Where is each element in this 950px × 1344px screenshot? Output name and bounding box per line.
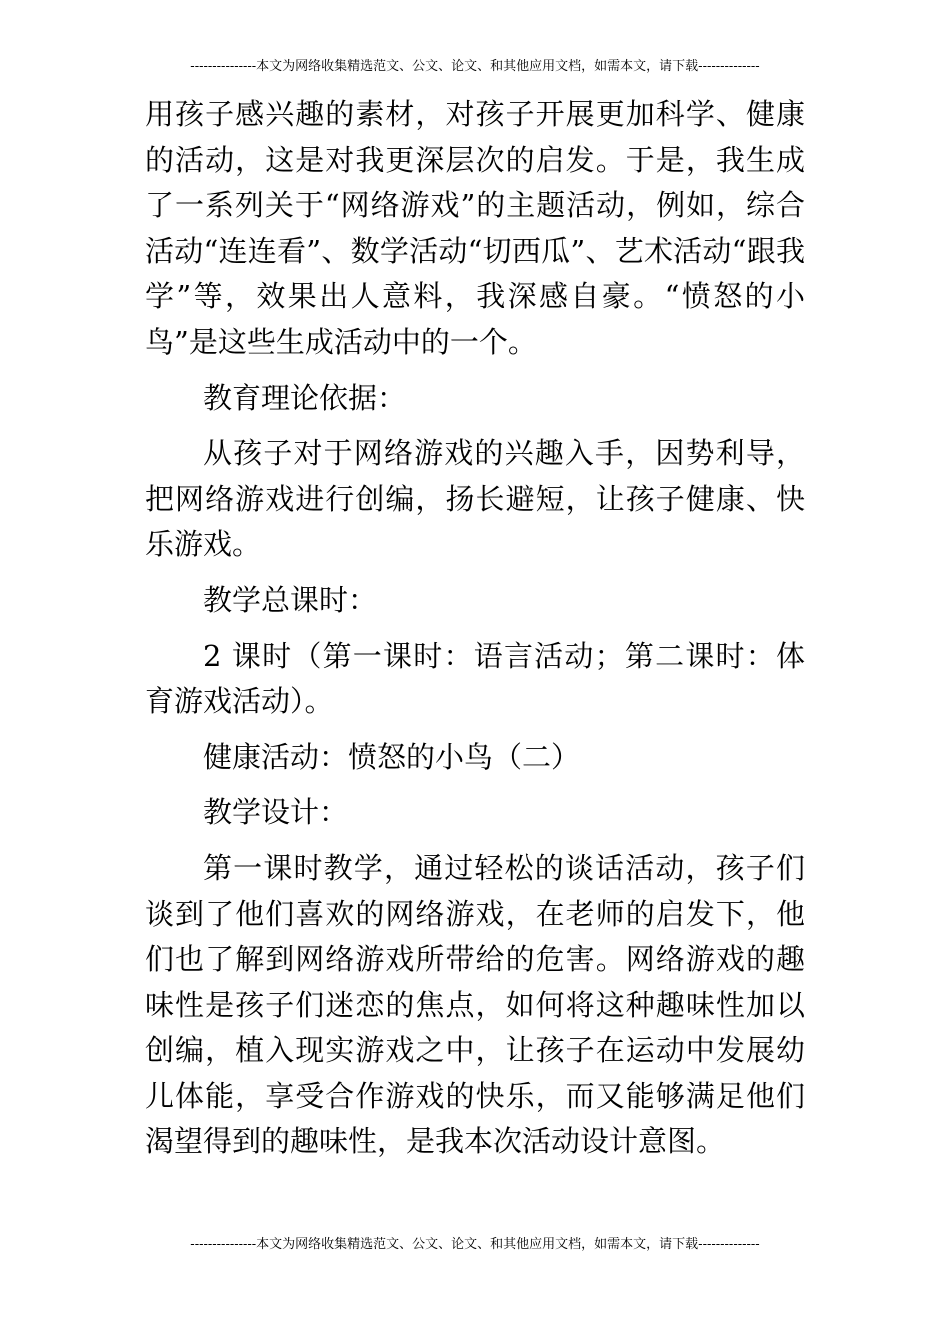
heading-teaching-design: 教学设计： — [203, 795, 349, 830]
heading-health-activity: 健康活动：愤怒的小鸟（二） — [203, 739, 581, 774]
document-body — [145, 92, 805, 1175]
header-banner: ---------------本文为网络收集精选范文、公文、论文、和其他应用文档，如需本文，请下载-------------- — [190, 59, 760, 74]
heading-total-lessons: 教学总课时： — [203, 582, 378, 617]
paragraph-education-theory: 从孩子对于网络游戏的兴趣入手，因势利导，把网络游戏进行创编，扬长避短，让孩子健康、快乐游戏。 — [145, 436, 805, 562]
paragraph-total-lessons: 2 课时（第一课时：语言活动；第二课时：体育游戏活动）。 — [145, 638, 805, 719]
footer-banner: ---------------本文为网络收集精选范文、公文、论文、和其他应用文档，如需本文，请下载-------------- — [190, 1237, 760, 1252]
heading-education-theory: 教育理论依据： — [203, 380, 407, 415]
paragraph-intro-continuation: 用孩子感兴趣的素材，对孩子开展更加科学、健康的活动，这是对我更深层次的启发。于是，我生成了一系列关于“网络游戏”的主题活动，例如，综合活动“连连看”、数学活动“切西瓜”、艺术活动“跟我学”等，效果出人意料，我深感自豪。“愤怒的小鸟”是这些生成活动中的一个。 — [145, 97, 805, 359]
paragraph-teaching-design: 第一课时教学，通过轻松的谈话活动，孩子们谈到了他们喜欢的网络游戏，在老师的启发下，他们也了解到网络游戏所带给的危害。网络游戏的趣味性是孩子们迷恋的焦点，如何将这种趣味性加以创编，植入现实游戏之中，让孩子在运动中发展幼儿体能，享受合作游戏的快乐，而又能够满足他们渴望得到的趣味性，是我本次活动设计意图。 — [145, 850, 805, 1159]
